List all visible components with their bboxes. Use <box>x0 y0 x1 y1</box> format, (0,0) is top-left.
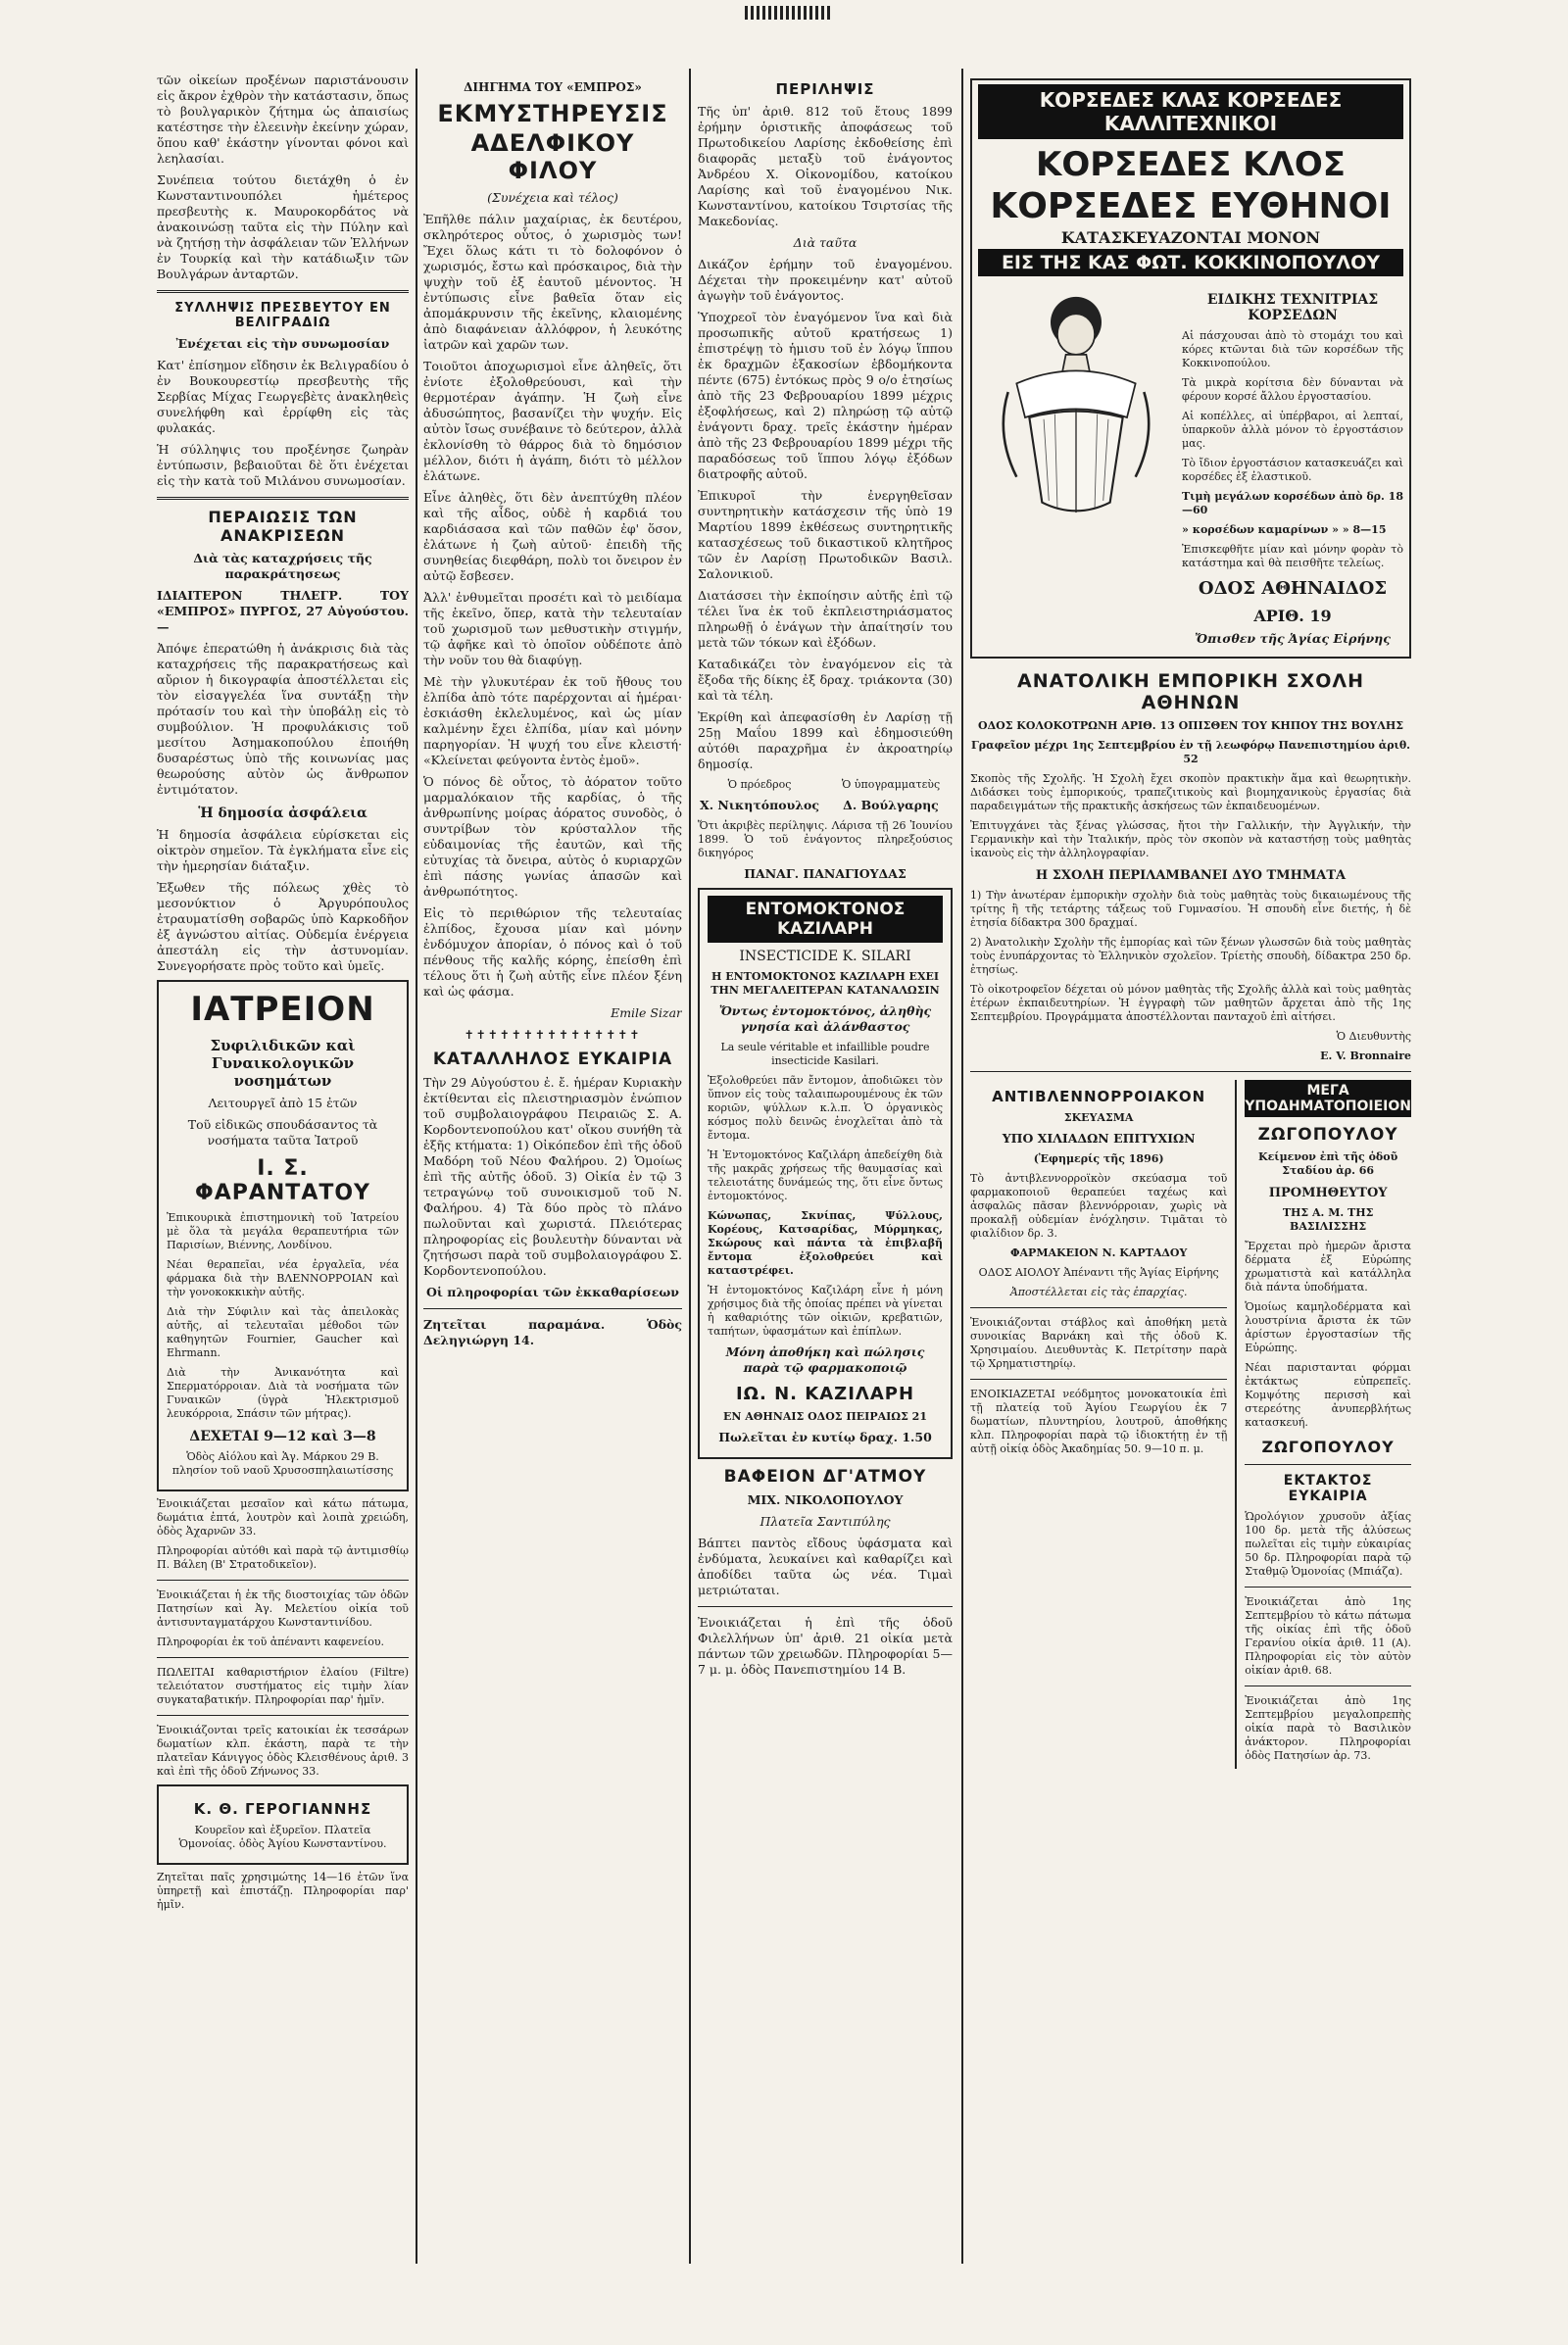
corset-special: ΕΙΔΙΚΗΣ ΤΕΧΝΙΤΡΙΑΣ ΚΟΡΣΕΔΩΝ <box>1206 292 1379 323</box>
insecticide-fr: INSECTICIDE K. SILARI <box>739 949 911 964</box>
byline: ΙΔΙΑΙΤΕΡΟΝ ΤΗΛΕΓΡ. ΤΟΥ «ΕΜΠΡΟΣ» ΠΥΡΓΟΣ, 27 Αὐγούστου.— <box>157 588 409 634</box>
divider <box>157 1580 409 1581</box>
paragraph: Νέαι παριστανται φόρμαι ἐκτάκτως εὐπρεπεῖς. Κομψότης περισσὴ καὶ στερεότης ἀνυπερβλήτως κατασκευή. <box>1245 1361 1411 1429</box>
dye-owner: ΜΙΧ. ΝΙΚΟΛΟΠΟΥΛΟΥ <box>747 1492 904 1507</box>
divider <box>698 1606 953 1607</box>
insecticide-shop-head: Μόνη ἀποθήκη καὶ πώλησις παρὰ τῷ φαρμακοποιῷ <box>725 1344 925 1375</box>
legal-head: ΠΕΡΙΛΗΨΙΣ <box>775 80 875 98</box>
shoe-owner: ΖΩΓΟΠΟΥΛΟΥ <box>1257 1125 1398 1145</box>
paragraph: Τὸ οἰκοτροφεῖον δέχεται οὐ μόνον μαθητὰς τῆς Σχολῆς ἀλλὰ καὶ τοὺς μαθητὰς ἑτέρων ἐκπαιδευτηρίων. Ἡ ἐγγραφὴ τῶν μαθητῶν ἄρχεται ἀπὸ τῆς 1ης Σεπτεμβρίου. Προγράμματα ἀποστέλλονται πανταχοῦ ἐπὶ αἰτήσει. <box>970 983 1411 1023</box>
paragraph: Ἐπικουρικὰ ἐπιστημονικὴ τοῦ Ἰατρείου μὲ ὅλα τὰ μεγάλα θεραπευτήρια τῶν Παρισίων, Βιέννης, Λονδίνου. <box>167 1211 399 1251</box>
school-departments: Η ΣΧΟΛΗ ΠΕΡΙΛΑΜΒΑΝΕΙ ΔΥΟ ΤΜΗΜΑΤΑ <box>1035 868 1347 883</box>
column-1 <box>157 73 409 1918</box>
insecticide-price: Πωλεῖται ἐν κυτίῳ δραχ. 1.50 <box>718 1430 932 1444</box>
anti-ad <box>970 1080 1227 1769</box>
anti-claim: ΥΠΟ ΧΙΛΙΑΔΩΝ ΕΠΙΤΥΧΙΩΝ <box>1002 1131 1196 1146</box>
corset-illustration <box>978 290 1174 545</box>
paragraph: Εἶνε ἀληθὲς, ὅτι δὲν ἀνεπτύχθη πλέον καὶ τῆς αἶδος, οὐδὲ ἡ καρδιά του καρδιάσασα καὶ τῶν παθῶν ἐφ' ὅσον, ἐλάτωνε ἡ ζωὴ αὐτοῦ· ἐπειδὴ τῆς συνηθείας διεφθάρη, πολὺ τοι ὄνειρον ἐν αὐτῷ ἔσβεσεν. <box>423 490 682 583</box>
divider <box>970 1379 1227 1380</box>
school-address: ΟΔΟΣ ΚΟΛΟΚΟΤΡΩΝΗ ΑΡΙΘ. 13 ΟΠΙΣΘΕΝ ΤΟΥ ΚΗΠΟΥ ΤΗΣ ΒΟΥΛΗΣ <box>978 719 1403 732</box>
school-title: ΑΝΑΤΟΛΙΚΗ ΕΜΠΟΡΙΚΗ ΣΧΟΛΗ ΑΘΗΝΩΝ <box>1017 670 1364 713</box>
insecticide-owner: ΙΩ. Ν. ΚΑΖΙΛΑΡΗ <box>735 1384 915 1404</box>
divider <box>157 497 409 500</box>
column-rule <box>1235 1080 1237 1769</box>
paragraph: Μὲ τὴν γλυκυτέραν ἐκ τοῦ ἤθους του ἐλπίδα ἀπὸ τότε παρέρχονται αἱ ἡμέραι· ἐσκιάσθη ἐκλελυμένος, καὶ ὡς μίαν καλμένην ἔχει ἐλπίδα, μίαν καὶ μόνην παρηγορίαν. Ἡ ψυχή του εἶνε κλειστή· «Κλείνεται φεύγοντα ἐντὸς ἐμοῦ». <box>423 674 682 767</box>
school-office: Γραφεῖον μέχρι 1ης Σεπτεμβρίου ἐν τῇ λεωφόρῳ Πανεπιστημίου ἀριθ. 52 <box>970 739 1411 765</box>
notice-end: Οἱ πληροφορίαι τῶν ἐκκαθαρίσεων <box>426 1285 679 1299</box>
corset-text <box>1182 284 1403 653</box>
paragraph: Ὁ πόνος δὲ οὗτος, τὸ ἀόρατον τοῦτο μαρμαλόκαιον τῆς καρδίας, ὁ τῆς ἀνθρωπίνης μοίρας ἀόρατος συνοδὸς, ὁ συντρίβων τὸν κρύσταλλον τῆς εὐδαιμονίας τῆς ἑαυτῶν, καὶ τῆς εὐτυχίας τὰ ὄνειρα, αὐτὸς ὁ κυριαρχῶν ἐπὶ πάσης γωνίας ἁπασῶν καὶ ἀνθρωπότητος. <box>423 774 682 899</box>
corset-behind: Ὄπισθεν τῆς Ἁγίας Εἰρήνης <box>1195 631 1391 646</box>
paragraph: Ὑποχρεοῖ τὸν ἐναγόμενον ἵνα καὶ διὰ προσωπικῆς αὐτοῦ κρατήσεως 1) ἐπιστρέψῃ τὸ ἡμισυ τοῦ ἐν λόγῳ ἵππου ἐκ δραχμῶν ἑξακοσίων ἑβδομήκοντα πέντε (675) ἐντόκως πρὸς 9 ο/ο ἐτησίως ἀπὸ τῆς 23 Φεβρουαρίου 1899 μέχρις ἐξοφλήσεως, καὶ 2) πληρώσῃ τῷ αὐτῷ ἐνάγοντι δραχ. τρεῖς ἑκάστην ἡμέραν ἀπὸ τῆς 23 Φεβρουαρίου 1899 μέχρι τῆς παραδόσεως τοῦ ἵππου λόγῳ ἐξόδων διατροφῆς αὐτοῦ. <box>698 310 953 481</box>
bottom-ads <box>970 1080 1411 1769</box>
insecticide-title: ΕΝΤΟΜΟΚΤΟΝΟΣ ΚΑΖΙΛΑΡΗ <box>708 896 943 943</box>
paragraph: Δικάζον ἐρήμην τοῦ ἐναγομένου. Δέχεται τὴν προκειμένην κατ' αὐτοῦ ἀγωγὴν τοῦ ἐνάγοντος. <box>698 257 953 303</box>
classified: Ἐνοικιάζεται ἀπὸ 1ης Σεπτεμβρίου μεγαλοπρεπὴς οἰκία παρὰ τὸ Βασιλικὸν ἀνάκτορον. Πληροφορίαι ὁδὸς Πατησίων ἀρ. 73. <box>1245 1694 1411 1762</box>
divider <box>970 1071 1411 1072</box>
clinic-title: ΙΑΤΡΕΙΟΝ <box>190 990 375 1029</box>
paragraph: Ἐξωθεν τῆς πόλεως χθὲς τὸ μεσονύκτιον ὁ Ἀργυρόπουλος ἐτραυματίσθη σοβαρῶς ὑπὸ Καρκοδῆον ἐξ ἀγνώστου αἰτίας. Οὐδεμία ἐνέργεια ἀπεστάλη εἰς τὴν ἀστυνομίαν. Συνεγορήσατε πρὸς τοῦτο καὶ ὑμεῖς. <box>157 880 409 973</box>
paragraph: Τὰ μικρὰ κορίτσια δὲν δύνανται νὰ φέρουν κορσέ ἄλλου ἐργοστασίου. <box>1182 376 1403 403</box>
paragraph: Τὸ ἴδιον ἐργοστάσιον κατασκευάζει καὶ κορσέδες ἐξ ἐλαστικοῦ. <box>1182 457 1403 483</box>
story-kicker: ΔΙΗΓΗΜΑ ΤΟΥ «ΕΜΠΡΟΣ» <box>464 80 642 94</box>
notice-title: ΚΑΤΑΛΛΗΛΟΣ ΕΥΚΑΙΡΙΑ <box>432 1050 673 1069</box>
dye-street: Πλατεῖα Σαντιπύλης <box>760 1514 891 1529</box>
corset-number: ΑΡΙΘ. 19 <box>1253 607 1332 625</box>
shoe-ad <box>1245 1080 1411 1769</box>
urgent-title: ΕΚΤΑΚΤΟΣ ΕΥΚΑΙΡΙΑ <box>1283 1473 1373 1504</box>
column-4 <box>970 73 1411 1769</box>
sig-role: Ὁ ὑπογραμματεὺς <box>841 778 941 791</box>
hairdresser-ad <box>157 1784 409 1865</box>
divider <box>1245 1685 1411 1686</box>
paragraph: Αἱ κοπέλλες, αἱ ὑπέρβαροι, αἱ λεπταί, ὑπαρκοῦν ἀλλὰ μόνον τὸ ἐργοστάσιον μας. <box>1182 410 1403 450</box>
paragraph: Συνέπεια τούτου διετάχθη ὁ ἐν Κωνσταντινουπόλει ἡμέτερος πρεσβευτὴς κ. Μαυροκορδάτος νὰ ἀνακοινώσῃ ταῦτα εἰς τὴν Πύλην καὶ νὰ ζητήσῃ τὴν ἀσφάλειαν τῶν Ἑλλήνων ἐν Τουρκίᾳ καὶ τὴν κατάδιωξιν τῶν Βουλγάρων ἀνταρτῶν. <box>157 172 409 281</box>
paragraph: Ἀπόψε ἐπερατώθη ἡ ἀνάκρισις διὰ τὰς καταχρήσεις τῆς παρακρατήσεως καὶ αὔριον ἡ δικογραφία ἀποστέλλεται εἰς τὸν εἰσαγγελέα ἵνα συντάξῃ τὴν πρότασίν του καὶ τὴν ὑποβάλῃ εἰς τὸ συμβούλιον. Ἡ προφυλάκισις τοῦ μεσίτου Ἀσημακοπούλου ἐποιήθη δυσαρέστως ὑπὸ τῆς κοινωνίας μας θεωρούσης αὐτὸν ὡς ἄνθρωπον ἐντιμότατον. <box>157 641 409 797</box>
paragraph: τῶν οἰκείων προξένων παριστάνουσιν εἰς ἄκρον ἐχθρὸν τὴν κατάστασιν, ὅπως τὸ βουλγαρικὸν ζήτημα ὡς ἀπαισίως κατέστησε τὴν ἐλεεινὴν ἐκείνην χώραν, ὅπου καθ' ἑκάστην γίνονται φόνοι καὶ λεηλασίαι. <box>157 73 409 166</box>
divider <box>1245 1464 1411 1465</box>
classified: Ζητεῖται παῖς χρησιμώτης 14—16 ἐτῶν ἵνα ὑπηρετῇ καὶ ἐπιστάζῃ. Πληροφορίαι παρ' ἡμῖν. <box>157 1871 409 1911</box>
paragraph: Ὁμοίως καμηλοδέρματα καὶ λουστρίνια ἄριστα ἐκ τῶν ἀρίστων ἐργοστασίων τῆς Εὐρώπης. <box>1245 1300 1411 1354</box>
divider <box>1245 1587 1411 1588</box>
classified: ΠΩΛΕΙΤΑΙ καθαριστήριον ἐλαίου (Filtre) τελειότατον συστήματος εἰς τιμὴν λίαν συγκαταβατικήν. Πληροφορίαι παρ' ἡμῖν. <box>157 1666 409 1706</box>
classified: Ἐνοικιάζονται τρεῖς κατοικίαι ἐκ τεσσάρων δωματίων κλπ. ἑκάστη, παρὰ τε τὴν πλατεῖαν Κάνιγγος ὁδὸς Κλεισθένους ἀριθ. 3 καὶ ἐπὶ τῆς ὁδοῦ Ζήνωνος 33. <box>157 1724 409 1778</box>
paragraph: Ἡ ἐντομοκτόνος Καζιλάρη εἶνε ἡ μόνη χρήσιμος διὰ τῆς ὁποίας πρέπει νὰ γίνεται ἡ καθαριότης τῶν οἰκιῶν, κρεβατιῶν, ταπήτων, ὑφασμάτων καὶ ἐπίπλων. <box>708 1284 943 1338</box>
corset-line: ΚΟΡΣΕΔΕΣ ΚΛΟΣ <box>1035 145 1346 184</box>
subheadline: Διὰ τὰς καταχρήσεις τῆς παρακράτησεως <box>193 551 372 581</box>
insecticide-fr2: La seule véritable et infaillible poudre insecticide Kasilari. <box>720 1041 930 1067</box>
insecticide-tag: Η ΕΝΤΟΜΟΚΤΟΝΟΣ ΚΑΖΙΛΑΡΗ ΕΧΕΙ ΤΗΝ ΜΕΓΑΛΕΙΤΕΡΑΝ ΚΑΤΑΝΑΛΩΣΙΝ <box>710 970 940 997</box>
shoe-supplier: ΠΡΟΜΗΘΕΥΤΟΥ <box>1268 1186 1388 1200</box>
shoe-title: ΜΕΓΑ ΥΠΟΔΗΜΑΤΟΠΟΙΕΙΟΝ <box>1245 1080 1411 1117</box>
anti-note: Ἀποστέλλεται εἰς τὰς ἐπαρχίας. <box>1009 1286 1188 1298</box>
paragraph: Ἐξολοθρεύει πᾶν ἔντομον, ἀποδιῶκει τὸν ὕπνον εἰς τοὺς ταλαιπωρουμένους ἐκ τῶν κοριῶν, ψύλλων κ.λ.π. Ὁ ὀργανικὸς κόσμος πολὺ δεινῶς ἐνοχλεῖται ἀπὸ τὰ ἔντομα. <box>708 1074 943 1142</box>
classified: Ἐνοικιάζονται στάβλος καὶ ἀποθήκη μετὰ συνοικίας Βαρνάκη καὶ τῆς ὁδοῦ Κ. Χρησιμαίου. Διευθυντὰς Κ. Πετρίτσην παρὰ τῷ Χρηματιστηρίῳ. <box>970 1316 1228 1370</box>
classified: Ἐνοικιάζεται ἀπὸ 1ης Σεπτεμβρίου τὸ κάτω πάτωμα τῆς οἰκίας ἐπὶ τῆς ὁδοῦ Γερανίου οἰκία ἀριθ. 11 (Α). Πληροφορίαι εἰς τὸν αὐτὸν οἰκίαν ἀριθ. 68. <box>1245 1595 1411 1677</box>
top-ornament <box>745 6 833 20</box>
school-director: E. V. Bronnaire <box>1320 1050 1411 1062</box>
sig-name: Χ. Νικητόπουλος <box>700 798 819 812</box>
paragraph: Ἡ δημοσία ἀσφάλεια εὑρίσκεται εἰς οἰκτρὸν σημεῖον. Τὰ ἐγκλήματα εἶνε εἰς τὴν ἡμερησίαν διάταξιν. <box>157 827 409 873</box>
clinic-since: Λειτουργεῖ ἀπὸ 15 ἐτῶν <box>208 1096 358 1110</box>
paragraph: Κώνωπας, Σκνίπας, Ψύλλους, Κορέους, Κατσαρίδας, Μύρμηκας, Σκώρους καὶ πάντα τὰ ἐπιβλαβῆ ἔντομα ἐξολοθρεύει καὶ καταστρέφει. <box>708 1209 943 1277</box>
divider <box>970 1307 1227 1308</box>
paragraph: Ἐπισκεφθῆτε μίαν καὶ μόνην φορὰν τὸ κατάστημα καὶ θὰ πεισθῆτε τελείως. <box>1182 543 1403 569</box>
copy-note: Ὅτι ἀκριβὲς περίληψις. Λάρισα τῇ 26 Ἰουνίου 1899. Ὁ τοῦ ἐνάγοντος πληρεξούσιος δικηγόρος <box>698 819 953 859</box>
paragraph: Ὡρολόγιον χρυσοῦν ἀξίας 100 δρ. μετὰ τῆς ἁλύσεως πωλεῖται εἰς τιμὴν εὐκαιρίας 50 δρ. Πληροφορίαι παρὰ τῷ Σταθμῷ Ὁμονοίας (Μπιάζα). <box>1245 1510 1411 1578</box>
doctor-name: Ι. Σ. ΦΑΡΑΝΤΑΤΟΥ <box>195 1156 370 1205</box>
shoe-address: Κείμενον ἐπὶ τῆς ὁδοῦ Σταδίου ἀρ. 66 <box>1258 1150 1398 1177</box>
paragraph: Ἐπῆλθε πάλιν μαχαίριας, ἐκ δευτέρου, σκληρότερος οὗτος, ὁ χωρισμὸς των! Ἔχει ὅλως κάτι τι τὸ δολοφόνον ὁ χωρισμός, ἔστω καὶ πρόσκαιρος, διὰ τὴν ψυχὴν τοῦ ἐξ ἑαυτοῦ μένοντος. Ἡ ἐντύπωσις εἶνε βαθεῖα ὅταν εἰς ἀπομάκρυνσιν τῆς ἐκεῖνης, κλαιομένης ἀπὸ διαφάνειαν ἀλλόφρον, ἡ λευκότης ἰατρῶν καὶ χαρῶν των. <box>423 212 682 352</box>
headline: Ἡ δημοσία ἀσφάλεια <box>198 806 368 821</box>
price-line: » κορσέδων καμαρίνων » » 8—15 <box>1182 523 1387 536</box>
shoe-owner-2: ΖΩΓΟΠΟΥΛΟΥ <box>1261 1438 1395 1456</box>
paragraph: Αἱ πάσχουσαι ἀπὸ τὸ στομάχι του καὶ κόρες κτῶνται διὰ τῶν κορσέδων τῆς Κοκκινοπούλου. <box>1182 329 1403 369</box>
insecticide-slogan: Ὄντως ἐντομοκτόνος, ἀληθὴς γνησία καὶ ἀλάνθαστος <box>718 1003 932 1034</box>
paragraph: Διὰ τὴν Σύφιλιν καὶ τὰς ἀπειλοκὰς αὐτῆς, αἱ τελευταῖαι μέθοδοι τῶν καθηγητῶν Fournier, Gaucher καὶ Ehrmann. <box>167 1305 399 1359</box>
kicker: Ἐνέχεται εἰς τὴν συνωμοσίαν <box>175 336 390 351</box>
lawyer-name: ΠΑΝΑΓ. ΠΑΝΑΓΙΟΥΔΑΣ <box>744 866 906 881</box>
clinic-note: Τοῦ εἰδικῶς σπουδάσαντος τὰ νοσήματα ταῦτα Ἰατροῦ <box>187 1117 378 1148</box>
sig-name: Δ. Βούλγαρης <box>843 798 939 812</box>
story-title-1: ΕΚΜΥΣΤΗΡΕΥΣΙΣ <box>437 100 668 127</box>
paragraph: Διατάσσει τὴν ἐκποίησιν αὐτῆς ἐπὶ τῷ τέλει ἵνα ἐκ τοῦ ἐκπλειστηριάσματος πληρωθῇ ὁ ἐνάγων τὴν ἀπαίτησίν του μετὰ τῶν τόκων καὶ ἐξόδων. <box>698 588 953 650</box>
anti-cert: (Ἐφημερίς τῆς 1896) <box>1033 1152 1164 1165</box>
story-continuation: (Συνέχεια καὶ τέλος) <box>487 190 618 205</box>
clinic-hours: ΔΕΧΕΤΑΙ 9—12 καὶ 3—8 <box>189 1429 376 1444</box>
paragraph: Τῆς ὑπ' ἀριθ. 812 τοῦ ἔτους 1899 ἐρήμην ὁριστικῆς ἀποφάσεως τοῦ Πρωτοδικείου Λαρίσης ἐκδοθείσης ἐπὶ διαφορᾶς μεταξὺ τοῦ ἐνάγοντος Ἀνδρέου Χ. Οἰκονομίδου, κατοίκου Λαρίσης καὶ τοῦ ἐναγομένου Νικ. Κωνσταντίνου, κατοίκου Τσιρτσίας τῆς Μακεδονίας. <box>698 104 953 228</box>
paragraph: Διὰ τὴν Ἀνικανότητα καὶ Σπερματόρροιαν. Διὰ τὰ νοσήματα τῶν Γυναικῶν (ὑγρὰ Ἠλεκτρισμοῦ λευκόρροια, Σπάσιν τῶν μήτρας). <box>167 1366 399 1420</box>
classified: Ἐνοικιάζεται ἡ ἐκ τῆς διοστοιχίας τῶν ὁδῶν Πατησίων καὶ Ἀγ. Μελετίου οἰκία τοῦ ἀντισυνταγματάρχου Κωνσταντινίδου. <box>157 1588 409 1629</box>
paragraph: Εἰς τὸ περιθώριον τῆς τελευταίας ἐλπίδος, ἔχουσα μίαν καὶ μόνην ἐνδόμυχον ἀπορίαν, ὁ πόνος καὶ ὁ τοῦ πένθους τῆς καλῆς κόρης, ἐπείσθη ἐπὶ τέλους ὅτι ἡ ζωὴ αὐτῆς εἶνε πλέον ξένη καὶ ὡς φάσμα. <box>423 905 682 999</box>
anti-shop: ΦΑΡΜΑΚΕΙΟΝ Ν. ΚΑΡΤΑΔΟΥ <box>1009 1246 1188 1259</box>
paragraph: Τοιοῦτοι ἀποχωρισμοὶ εἶνε ἀληθεῖς, ὅτι ἐνίοτε ἐξολοθρεύουσι, καὶ τὴν θερμοτέραν ἀγάπην. Ἡ ζωὴ εἶνε ἀδυσώπητος, βασανίζει τὴν ψυχήν. Εἰς αὐτὸν ἴσως συνέβαινε τὸ δεύτερον, ἀλλὰ ἐκλονίσθη τὸ θάρρος διὰ τὸ δημόσιον μέλλον, διότι ἡ ἀγάπη, διότι τὸ μέλλον ἐλάτωνε. <box>423 359 682 483</box>
hairdresser-body: Κουρεῖον καὶ ἐξυρεῖον. Πλατεῖα Ὁμονοίας. ὁδὸς Ἀγίου Κωνσταντίνου. <box>178 1824 387 1850</box>
column-rule <box>416 69 417 2264</box>
anti-street: ΟΔΟΣ ΑΙΟΛΟΥ Ἀπέναντι τῆς Ἁγίας Εἰρήνης <box>978 1266 1219 1279</box>
clinic-subtitle: Συφιλιδικῶν καὶ Γυναικολογικῶν νοσημάτων <box>210 1037 356 1090</box>
hairdresser-title: Κ. Θ. ΓΕΡΟΓΙΑΝΝΗΣ <box>193 1800 372 1818</box>
paragraph: Τὴν 29 Αὐγούστου ἐ. ἔ. ἡμέραν Κυριακὴν ἐκτίθενται εἰς πλειστηριασμὸν ἐνώπιον τοῦ συμβολαιογράφου Πειραιῶς Σ. Α. Κορδοντενοπούλου κατ' οἴκου συνήθη τὰ ἑξῆς κτήματα: 1) Οἰκόπεδον ἐπὶ τῆς ὁδοῦ Μαδόρη τοῦ Νέου Φαλήρου. 2) Ὁμοίως ἐπὶ τῆς αὐτῆς ὁδοῦ. 3) Οἰκία ἐν τῷ 3 τετραγώνῳ τοῦ συνοικισμοῦ τοῦ Ν. Φαλήρου. 4) Τὰ δύο πρὸς τὸ πλάνο πωλοῦνται καὶ χωριστά. Πλειότερας πληροφορίας εἰς βουλευτὴν δύνανται νὰ ζητήσωσι παρὰ τοῦ συμβολαιογράφου Σ. Κορδοντενοπούλου. <box>423 1075 682 1278</box>
paragraph: Κατ' ἐπίσημον εἴδησιν ἐκ Βελιγραδίου ὁ ἐν Βουκουρεστίῳ πρεσβευτὴς τῆς Σερβίας Μίχας Γεωργεβὲτς ἀνακληθεὶς συνελήφθη καὶ ἐρρίφθη εἰς τὰς φυλακάς. <box>157 358 409 435</box>
paragraph: Ἐκρίθη καὶ ἀπεφασίσθη ἐν Λαρίσῃ τῇ 25ῃ Μαΐου 1899 καὶ ἐδημοσιεύθη αὐτόθι παραχρῆμα ἐν ἀκροατηρίῳ δημοσίᾳ. <box>698 709 953 771</box>
dye-title: ΒΑΦΕΙΟΝ ΔΓ'ΑΤΜΟΥ <box>723 1467 927 1487</box>
divider <box>157 1657 409 1658</box>
paragraph: Ἐπιτυγχάνει τὰς ξένας γλώσσας, ἤτοι τὴν Γαλλικήν, τὴν Ἀγγλικήν, τὴν Γερμανικὴν καὶ τὴν Ἰταλικήν, πρὸς τὸν σκοπὸν νὰ καταστήσῃ τοὺς μαθητὰς ἱκανοὺς εἰς τὴν ἀλληλογραφίαν. <box>970 819 1411 859</box>
sig-role: Ὁ πρόεδρος <box>727 778 792 791</box>
corset-ad <box>970 78 1411 659</box>
corset-street: ΟΔΟΣ ΑΘΗΝΑΙΔΟΣ <box>1198 578 1388 599</box>
headline: ΣΥΛΛΗΨΙΣ ΠΡΕΣΒΕΥΤΟΥ ΕΝ ΒΕΛΙΓΡΑΔΙΩ <box>174 301 391 330</box>
paragraph: Διὰ ταῦτα <box>793 235 858 250</box>
anti-title: ΑΝΤΙΒΛΕΝΝΟΡΡΟΙΑΚΟΝ <box>992 1088 1206 1105</box>
paragraph: Βάπτει παντὸς εἴδους ὑφάσματα καὶ ἐνδύματα, λευκαίνει καὶ καθαρίζει καὶ ἀποδίδει ταῦτα ὡς νέα. Τιμαὶ μετριώταται. <box>698 1536 953 1597</box>
story-signature: Emile Sizar <box>611 1005 682 1020</box>
story-title-2: ΑΔΕΛΦΙΚΟΥ ΦΙΛΟΥ <box>470 129 635 184</box>
classified: Ἐνοικιάζεται ἡ ἐπὶ τῆς ὁδοῦ Φιλελλήνων ὑπ' ἀριθ. 21 οἰκία μετὰ πάντων τῶν χρειωδῶν. Πληροφορίαι 5—7 μ. μ. ὁδὸς Πανεπιστημίου 14 Β. <box>698 1615 953 1677</box>
paragraph: Νέαι θεραπεῖαι, νέα ἐργαλεῖα, νέα φάρμακα διὰ τὴν ΒΛΕΝΝΟΡΡΟΙΑΝ καὶ τὴν γονοκοκκικὴν αὐτῆς. <box>167 1258 399 1298</box>
paragraph: Ἡ Ἐντομοκτόνος Καζιλάρη ἀπεδείχθη διὰ τῆς μακρᾶς χρήσεως τῆς θαυμασίας καὶ τελειοτάτης δυνάμεώς της, ὅτι εἶνε ὄντως ἐντομοκτόνος. <box>708 1148 943 1202</box>
paragraph: Ἡ σύλληψις του προξένησε ζωηρὰν ἐντύπωσιν, βεβαιοῦται δὲ ὅτι ἐνέχεται εἰς τὴν κατὰ τοῦ Μιλάνου συνωμοσίαν. <box>157 442 409 488</box>
paragraph: Ἀλλ' ἐνθυμεῖται προσέτι καὶ τὸ μειδίαμα τῆς ἐκεῖνο, ὅπερ, κατὰ τὴν τελευταίαν τοῦ χωρισμοῦ των μεθυστικὴν στιγμήν, τῷ ἀφῆκε καὶ τὸ ὁποῖον οὐδέποτε ἀπὸ τὴν νοῦν του θὰ διαφύγῃ. <box>423 590 682 667</box>
insecticide-ad <box>698 888 953 1459</box>
classified: ΕΝΟΙΚΙΑΖΕΤΑΙ νεόδμητος μονοκατοικία ἐπὶ τῇ πλατείᾳ τοῦ Ἁγίου Γεωργίου ἐκ 7 δωματίων, πλυντηρίου, λουτροῦ, ἀποθήκης κλπ. Πληροφορίαι παρὰ τῷ ἰδιοκτήτῃ ἐν τῇ αὐτῇ οἰκίᾳ ὁδὸς Ἀκαδημίας 50. 9—10 π. μ. <box>970 1388 1228 1455</box>
paragraph: Σκοπὸς τῆς Σχολῆς. Ἡ Σχολὴ ἔχει σκοπὸν πρακτικὴν ἅμα καὶ θεωρητικὴν. Διδάσκει τοὺς ἐμπορικούς, τραπεζιτικοὺς καὶ βιομηχανικοὺς ἐργασίας διὰ παραδειγμάτων τῆς πρακτικῆς ἀσκήσεως τῶν ἐκπαιδευομένων. <box>970 772 1411 812</box>
divider <box>423 1308 682 1309</box>
paragraph: Ἐπικυροῖ τὴν ἐνεργηθεῖσαν συντηρητικὴν κατάσχεσιν τῆς ὑπὸ 19 Μαρτίου 1899 ἐκθέσεως συντηρητικῆς κατασχέσεως τοῦ δικαστικοῦ κλητῆρος τῶν ἐν Λαρίσῃ Πρωτοδικῶν Βασιλ. Σαλονικιοῦ. <box>698 488 953 581</box>
shoe-royal: ΤΗΣ Α. Μ. ΤΗΣ ΒΑΣΙΛΙΣΣΗΣ <box>1282 1206 1374 1233</box>
divider <box>157 290 409 293</box>
classified: Πληροφορίαι ἐκ τοῦ ἀπέναντι καφενείου. <box>157 1636 385 1648</box>
column-rule <box>689 69 691 2264</box>
clinic-ad <box>157 980 409 1491</box>
insecticide-address: ΕΝ ΑΘΗΝΑΙΣ ΟΔΟΣ ΠΕΙΡΑΙΩΣ 21 <box>722 1410 927 1423</box>
paragraph: 2) Ἀνατολικὴν Σχολὴν τῆς ἐμπορίας καὶ τῶν ξένων γλωσσῶν διὰ τοὺς μαθητὰς τοὺς ἐνυπάρχοντας τὸ Ἑλληνικὸν σχολεῖον. Τρίετὴς σπουδὴ, δίδακτρα 250 δρ. ἐτησίως. <box>970 936 1411 976</box>
classified: Πληροφορίαι αὐτόθι καὶ παρὰ τῷ ἀντιμισθίῳ Π. Βάλεη (Β' Στρατοδικεῖον). <box>157 1544 409 1571</box>
paragraph: 1) Τὴν ἀνωτέραν ἐμπορικὴν σχολὴν διὰ τοὺς μαθητὰς τοὺς δικαιωμένους τῆς τρίτης ἢ τῆς τετάρτης τάξεως τοῦ Γυμνασίου. Ἡ σπουδὴ εἶνε διετής, ἡ δὲ ἐτησία δίδακτρα 300 δραχμαί. <box>970 889 1411 929</box>
classified: Ζητεῖται παραμάνα. Ὁδὸς Δεληγιώργη 14. <box>423 1317 682 1347</box>
clinic-address: Ὁδὸς Αἰόλου καὶ Ἁγ. Μάρκου 29 Β. πλησίον τοῦ ναοῦ Χρυσοσπηλαιωτίσσης <box>172 1450 394 1477</box>
classified: Ἐνοικιάζεται μεσαῖον καὶ κάτω πάτωμα, δωμάτια ἐπτά, λουτρὸν καὶ λοιπὰ χρειώδη, ὁδὸς Ἀχαρνῶν 33. <box>157 1497 409 1538</box>
corset-line: ΚΑΤΑΣΚΕΥΑΖΟΝΤΑΙ ΜΟΝΟΝ <box>1060 228 1321 247</box>
paragraph: Τὸ ἀντιβλεννορροϊκὸν σκεύασμα τοῦ φαρμακοποιοῦ θεραπεύει ταχέως καὶ ἀσφαλῶς πᾶσαν βλεννόρροιαν, χωρὶς νὰ προκαλῇ οὐδεμίαν ἐνόχλησιν. Τιμᾶται τὸ φιαλίδιον δρ. 3. <box>970 1172 1228 1240</box>
paragraph: Καταδικάζει τὸν ἐναγόμενον εἰς τὰ ἔξοδα τῆς δίκης ἐξ δραχ. τριάκοντα (30) καὶ τὰ τέλη. <box>698 657 953 703</box>
anti-sub: ΣΚΕΥΑΣΜΑ <box>1063 1111 1134 1124</box>
school-director-role: Ὁ Διευθυντὴς <box>1336 1030 1411 1043</box>
signatures <box>698 778 953 819</box>
price-line: Τιμὴ μεγάλων κορσέδων ἀπὸ δρ. 18—60 <box>1182 490 1403 516</box>
corset-line: ΚΟΡΣΕΔΕΣ ΕΥΘΗΝΟΙ <box>990 186 1392 226</box>
headline: ΠΕΡΑΙΩΣΙΣ ΤΩΝ ΑΝΑΚΡΙΣΕΩΝ <box>208 508 358 545</box>
ornament-row: ✝✝✝✝✝✝✝✝✝✝✝✝✝✝✝ <box>464 1028 642 1042</box>
paragraph: Ἔρχεται πρὸ ἡμερῶν ἄριστα δέρματα ἐξ Εὐρώπης χρωματιστὰ καὶ κατάλληλα διὰ πάντα ὑποδήματα. <box>1245 1240 1411 1294</box>
column-rule <box>961 69 963 2264</box>
corset-line: ΕΙΣ ΤΗΣ ΚΑΣ ΦΩΤ. ΚΟΚΚΙΝΟΠΟΥΛΟΥ <box>978 249 1403 276</box>
column-2 <box>423 73 682 1354</box>
column-3 <box>698 73 953 1684</box>
corset-body <box>978 284 1403 653</box>
corset-banner: ΚΟΡΣΕΔΕΣ ΚΛΑΣ ΚΟΡΣΕΔΕΣ ΚΑΛΛΙΤΕΧΝΙΚΟΙ <box>978 84 1403 139</box>
divider <box>157 1715 409 1716</box>
